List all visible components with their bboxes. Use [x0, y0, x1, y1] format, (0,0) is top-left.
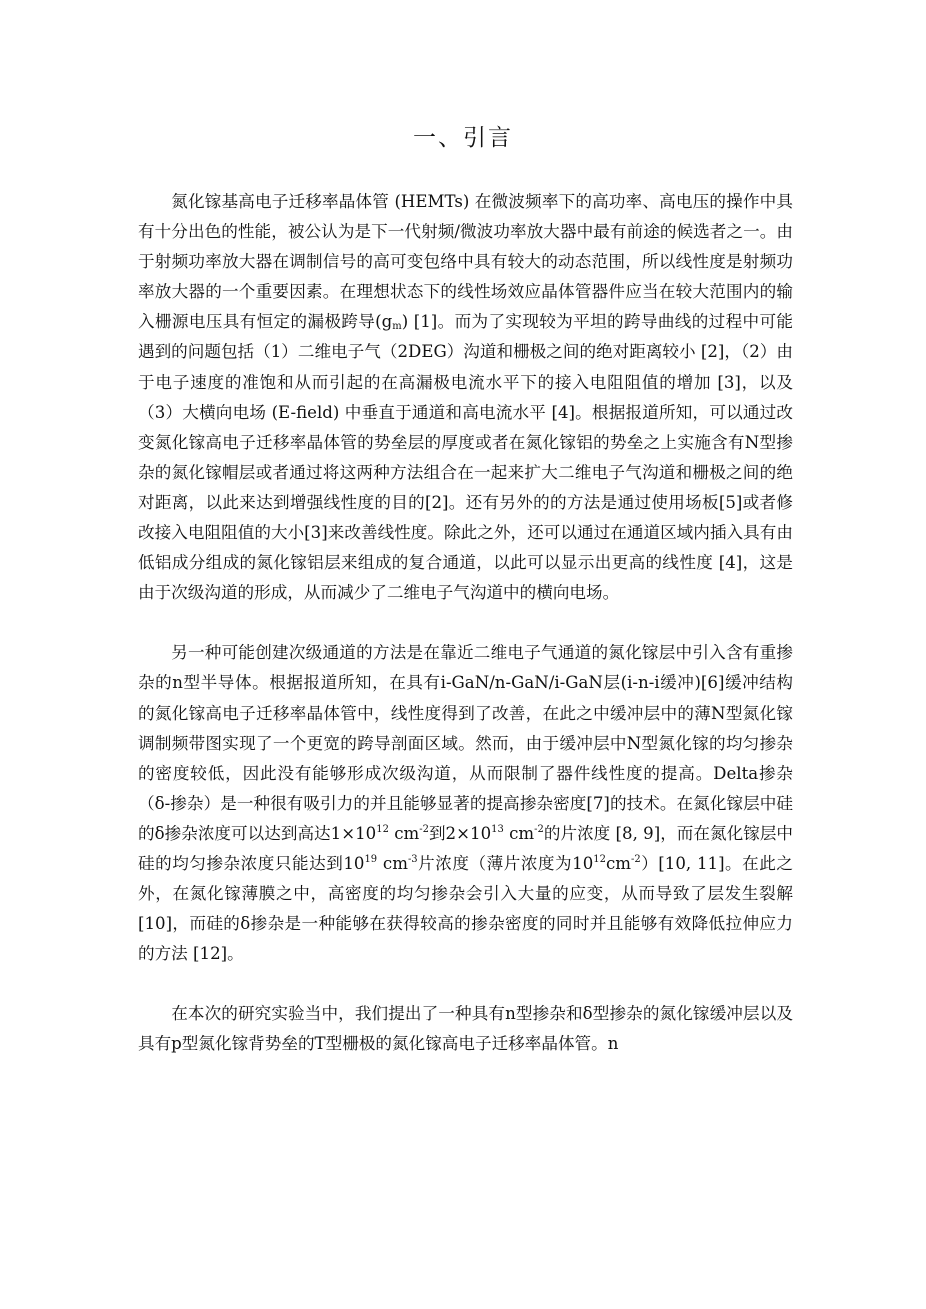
- paragraph-3: 在本次的研究实验当中，我们提出了一种具有n型掺杂和δ型掺杂的氮化镓缓冲层以及具有p型氮化镓背势垒的T型栅极的氮化镓高电子迁移率晶体管。n: [138, 1004, 793, 1054]
- document-body: [138, 187, 793, 1060]
- paragraph-2: 另一种可能创建次级通道的方法是在靠近二维电子气通道的氮化镓层中引入含有重掺杂的n型半导体。根据报道所知，在具有i-GaN/n-GaN/i-GaN层(i-n-i缓冲)[6]缓冲结构的氮化镓高电子迁移率晶体管中，线性度得到了改善，在此之中缓冲层中的薄N型氮化镓调制频带图实现了一个更宽的跨导剖面区域。然而，由于缓冲层中N型氮化镓的均匀掺杂的密度较低，因此没有能够形成次级沟道，从而限制了器件线性度的提高。Delta掺杂（δ-掺杂）是一种很有吸引力的并且能够显著的提高掺杂密度[7]的技术。在氮化镓层中硅的δ掺杂浓度可以达到高达$1\times 10^{12}$ $cm^{-2}$到$2\times 10^{13}$ $cm^{-2}$的片浓度 [8, 9]，而在氮化镓层中硅的均匀掺杂浓度只能达到$10^{19}$ $cm^{-3}$片浓度（薄片浓度为$10^{12}cm^{-2})[10$, 11]。在此之外，在氮化镓薄膜之中，高密度的均匀掺杂会引入大量的应变，从而导致了层发生裂解[10]，而硅的δ掺杂是一种能够在获得较高的掺杂密度的同时并且能够有效降低拉伸应力的方法 [12]。: [138, 643, 794, 964]
- section-title: 一、引言: [413, 125, 513, 151]
- paragraph-1: 氮化镓基高电子迁移率晶体管 (HEMTs) 在微波频率下的高功率、高电压的操作中具有十分出色的性能，被公认为是下一代射频/微波功率放大器中最有前途的候选者之一。由于射频功率放大器在调制信号的高可变包络中具有较大的动态范围，所以线性度是射频功率放大器的一个重要因素。在理想状态下的线性场效应晶体管器件应当在较大范围内的输入栅源电压具有恒定的漏极跨导$(g_m)$ [1]。而为了实现较为平坦的跨导曲线的过程中可能遇到的问题包括（1）二维电子气（2DEG）沟道和栅极之间的绝对距离较小 [2]，（2）由于电子速度的准饱和从而引起的在高漏极电流水平下的接入电阻阻值的增加 [3]，以及（3）大横向电场 (E-field) 中垂直于通道和高电流水平 [4]。根据报道所知，可以通过改变氮化镓高电子迁移率晶体管的势垒层的厚度或者在氮化镓铝的势垒之上实施含有N型掺杂的氮化镓帽层或者通过将这两种方法组合在一起来扩大二维电子气沟道和栅极之间的绝对距离，以此来达到增强线性度的目的[2]。还有另外的的方法是通过使用场板[5]或者修改接入电阻阻值的大小[3]来改善线性度。除此之外，还可以通过在通道区域内插入具有由低铝成分组成的氮化镓铝层来组成的复合通道，以此可以显示出更高的线性度 [4]，这是由于次级沟道的形成，从而减少了二维电子气沟道中的横向电场。: [138, 192, 794, 603]
